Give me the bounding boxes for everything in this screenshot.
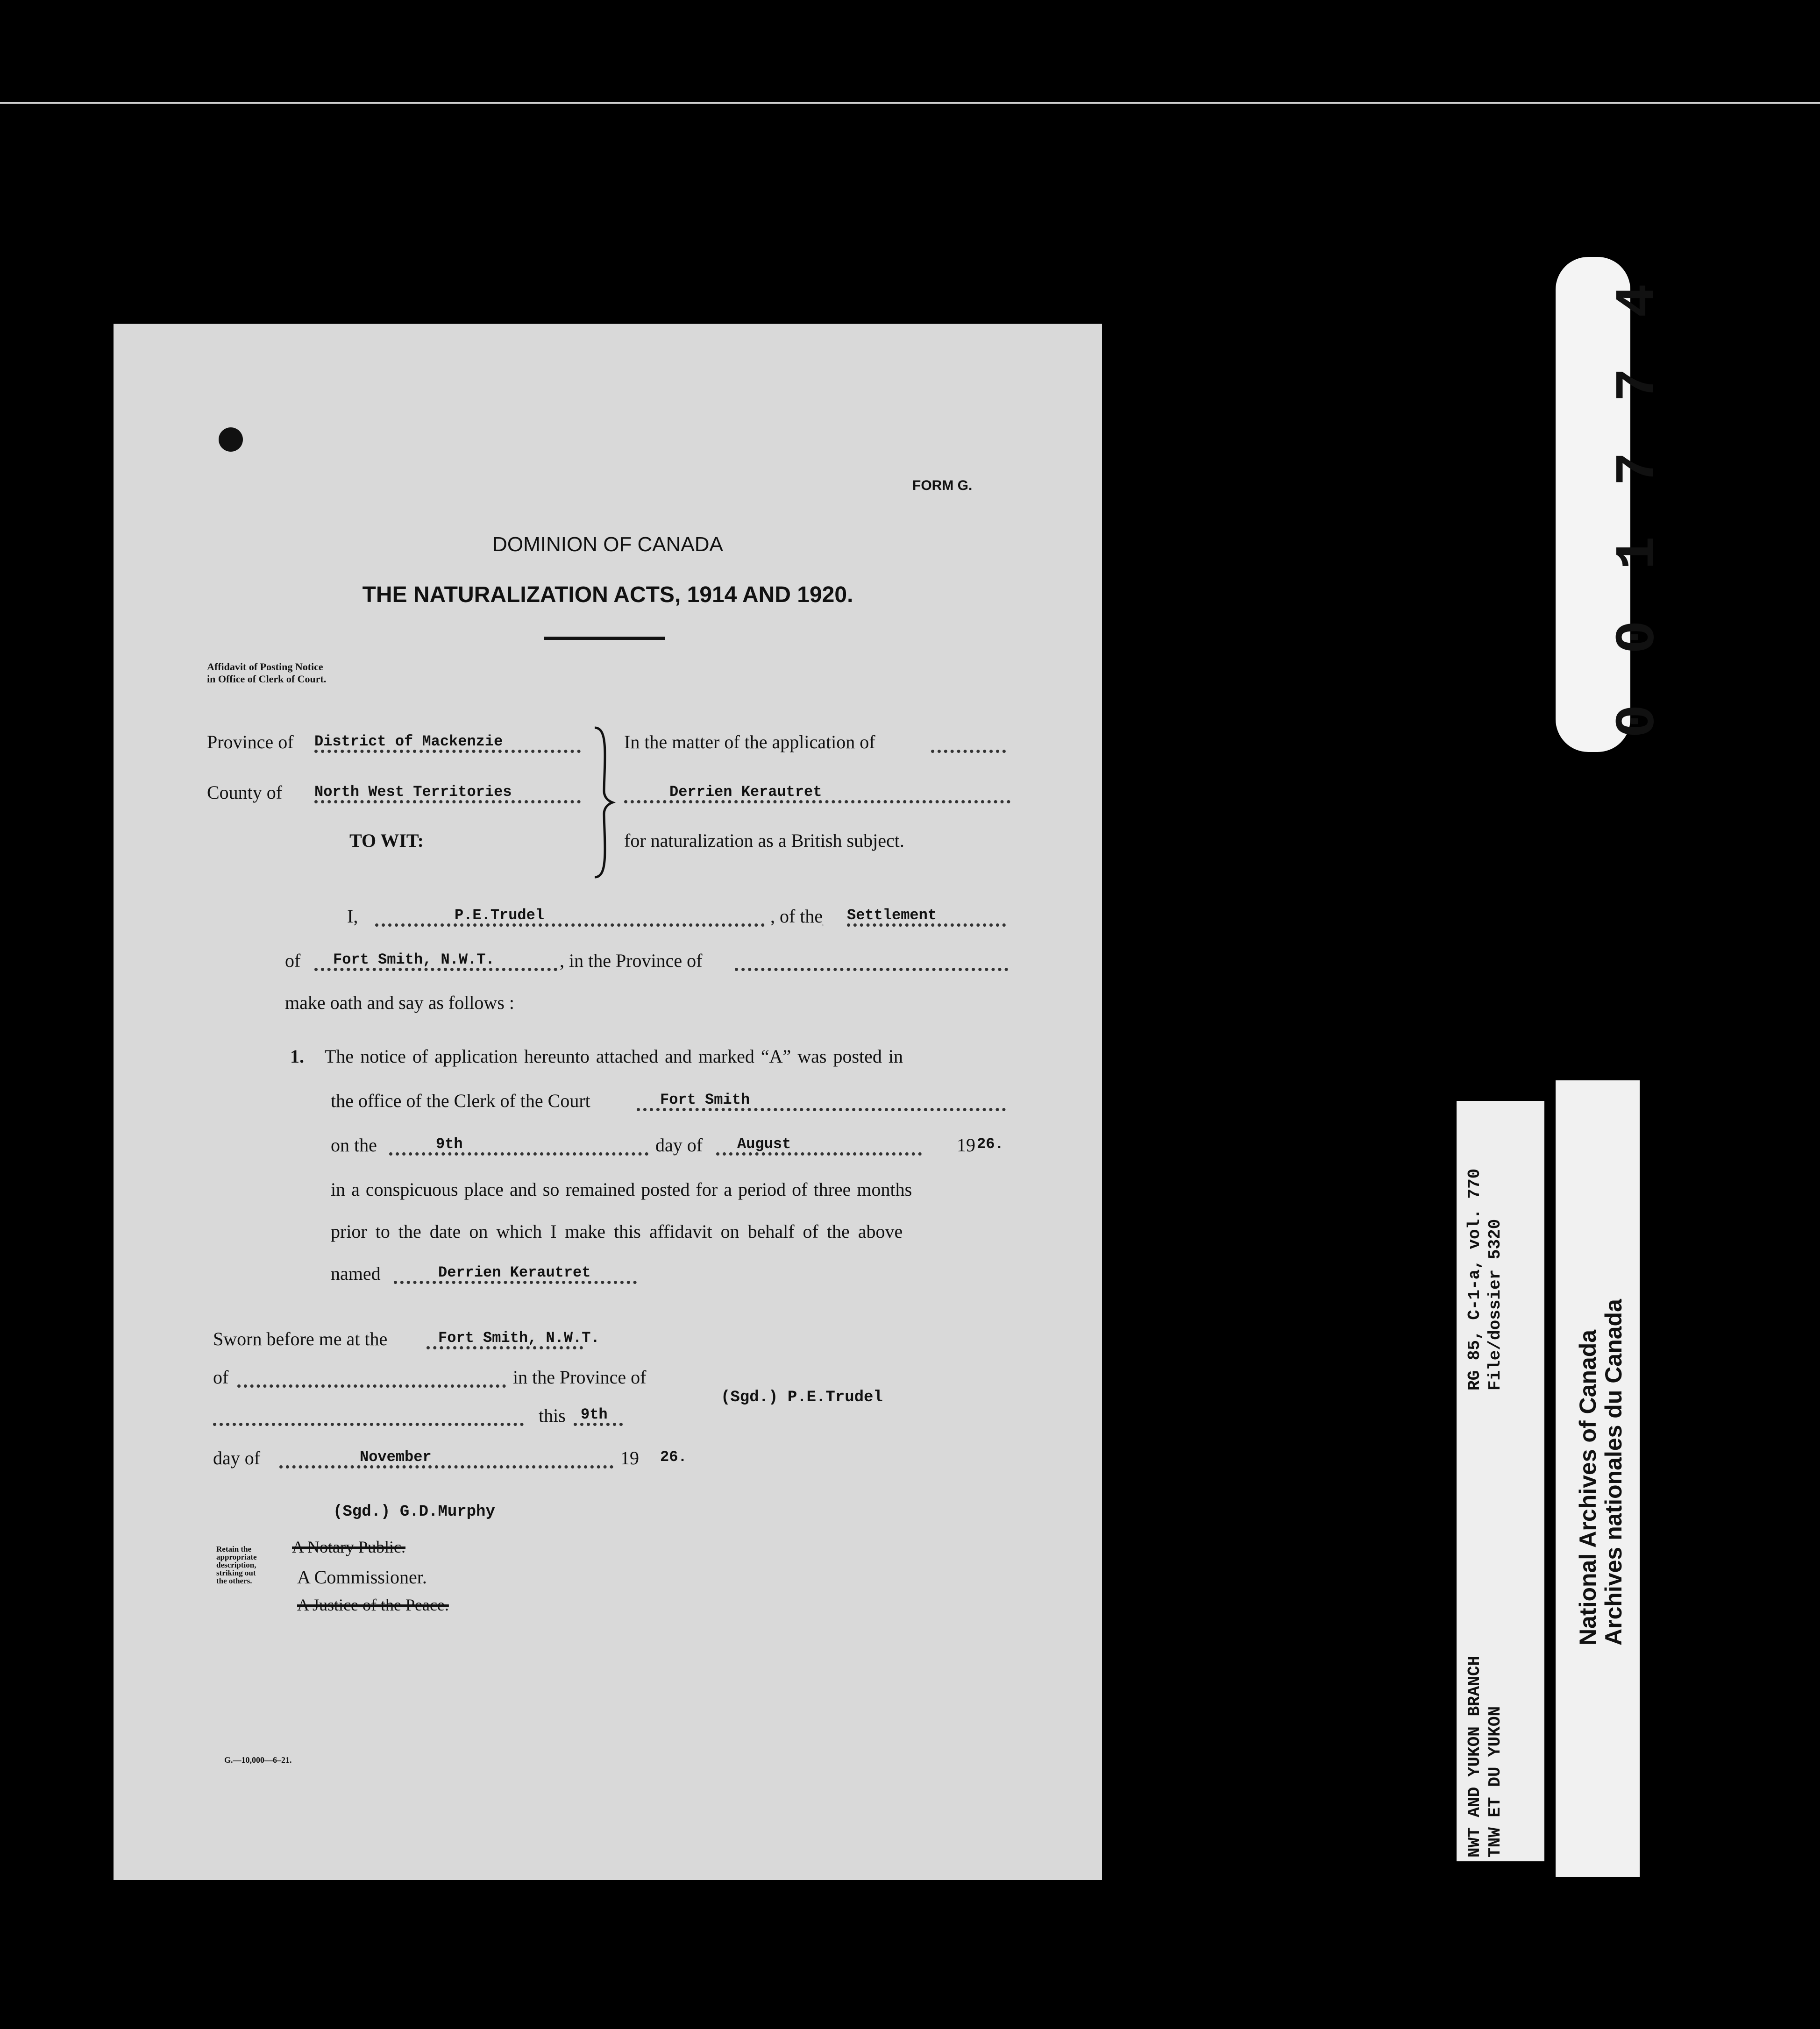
province-value: District of Mackenzie [314,733,503,750]
title-acts: THE NATURALIZATION ACTS, 1914 AND 1920. [362,582,853,607]
applicant-name: Derrien Kerautret [669,783,822,801]
i-label: I, [347,906,358,927]
deponent-fill-line [375,923,824,927]
form-number: FORM G. [912,478,973,493]
posted-month: August [737,1135,791,1153]
punch-hole [219,427,243,452]
retain-note [216,1545,257,1585]
sworn-day-of-label: day of [213,1447,261,1469]
place-fill-line [314,968,557,971]
retain-note-line: description, [216,1561,256,1569]
retain-note-line: Retain the [216,1545,252,1554]
county-fill-line [314,800,581,803]
sworn-of-label: of [213,1367,229,1388]
retain-note-line: appropriate [216,1553,257,1561]
deponent-name: P.E.Trudel [455,907,545,924]
frame-counter-number: 0 0 1 7 7 4 [1607,275,1671,738]
of-label: of [285,950,301,971]
archive-reference-label [1457,1101,1544,1861]
sworn-year: 26. [660,1448,687,1466]
archives-name-label [1556,1080,1640,1877]
province-fill-line [314,750,581,753]
commissioner-signature: (Sgd.) G.D.Murphy [333,1503,495,1521]
sworn-month-fill-line [279,1465,613,1469]
posted-day-fill-line [389,1152,648,1156]
sworn-month: November [360,1448,432,1466]
sworn-in-province: in the Province of [513,1367,647,1388]
film-edge-line [0,102,1820,104]
posted-year-prefix: 19 [957,1135,975,1156]
court-fill-line [637,1108,1006,1111]
notary-option-struck: A Notary Public. [292,1538,405,1556]
title-rule [544,637,665,640]
title-dominion: DOMINION OF CANADA [492,533,723,556]
para-line1: The notice of application hereunto attached and marked “A” was posted in [325,1046,903,1067]
posted-year: 26. [977,1135,1004,1153]
sworn-place: Fort Smith, N.W.T. [438,1329,600,1347]
frame-counter-label [1556,257,1671,752]
named-value: Derrien Kerautret [438,1264,591,1281]
para-line4: prior to the date on which I make this affidavit on behalf of the above [331,1221,903,1242]
court-value: Fort Smith [660,1091,750,1108]
oath-text: make oath and say as follows : [285,992,514,1013]
to-wit: TO WIT: [349,830,424,851]
settlement-fill-line [847,923,1006,927]
retain-note-line: the others. [216,1576,252,1585]
applicant-fill-line [624,800,1010,803]
archive-branch-line2: TNW ET DU YUKON [1486,1706,1505,1858]
commissioner-option: A Commissioner. [297,1567,427,1588]
brace [590,725,618,880]
of-the-label: , of the [768,905,823,927]
print-code: G.—10,000—6–21. [224,1755,292,1765]
archive-ref-line2: File/dossier 5320 [1486,1219,1505,1391]
para-line3: in a conspicuous place and so remained posted for a period of three months [331,1179,912,1200]
sworn-day: 9th [581,1406,608,1423]
county-label: County of [207,782,283,803]
matter-end: for naturalization as a British subject. [624,830,904,851]
sworn-place-fill-line [427,1346,583,1349]
para-number: 1. [290,1046,304,1067]
settlement-value: Settlement [847,907,937,924]
retain-note-line: striking out [216,1568,256,1577]
deponent-signature: (Sgd.) P.E.Trudel [721,1389,883,1406]
matter-fill-line [931,750,1006,753]
sworn-of-fill-line [237,1384,506,1388]
day-of-label: day of [655,1135,703,1156]
archive-branch-line1: NWT AND YUKON BRANCH [1465,1655,1484,1858]
office-label: the office of the Clerk of the Court [331,1090,590,1111]
named-label: named [331,1263,381,1284]
in-province-label: , in the Province of [560,950,703,971]
province-label: Province of [207,731,294,752]
archives-name-en: National Archives of Canada [1575,1329,1601,1646]
province-blank-line [735,968,1008,971]
this-label: this [539,1405,566,1426]
sworn-label: Sworn before me at the [213,1328,388,1349]
on-the-label: on the [331,1135,377,1156]
posted-day: 9th [436,1135,463,1153]
archive-ref-line1: RG 85, C-1-a, vol. 770 [1465,1168,1484,1391]
affidavit-page [114,324,1102,1880]
matter-label: In the matter of the application of [624,731,875,752]
side-note-line1: Affidavit of Posting Notice [207,661,323,673]
named-fill-line [394,1281,637,1284]
sworn-province-fill-line [213,1423,524,1426]
justice-option-struck: A Justice of the Peace. [297,1596,449,1614]
posted-month-fill-line [716,1152,922,1156]
side-note-line2: in Office of Clerk of Court. [207,673,327,685]
place-value: Fort Smith, N.W.T. [333,951,495,968]
county-value: North West Territories [314,783,512,801]
sworn-day-fill-line [574,1423,623,1426]
archives-name-fr: Archives nationales du Canada [1600,1299,1627,1646]
sworn-year-prefix: 19 [620,1447,639,1469]
